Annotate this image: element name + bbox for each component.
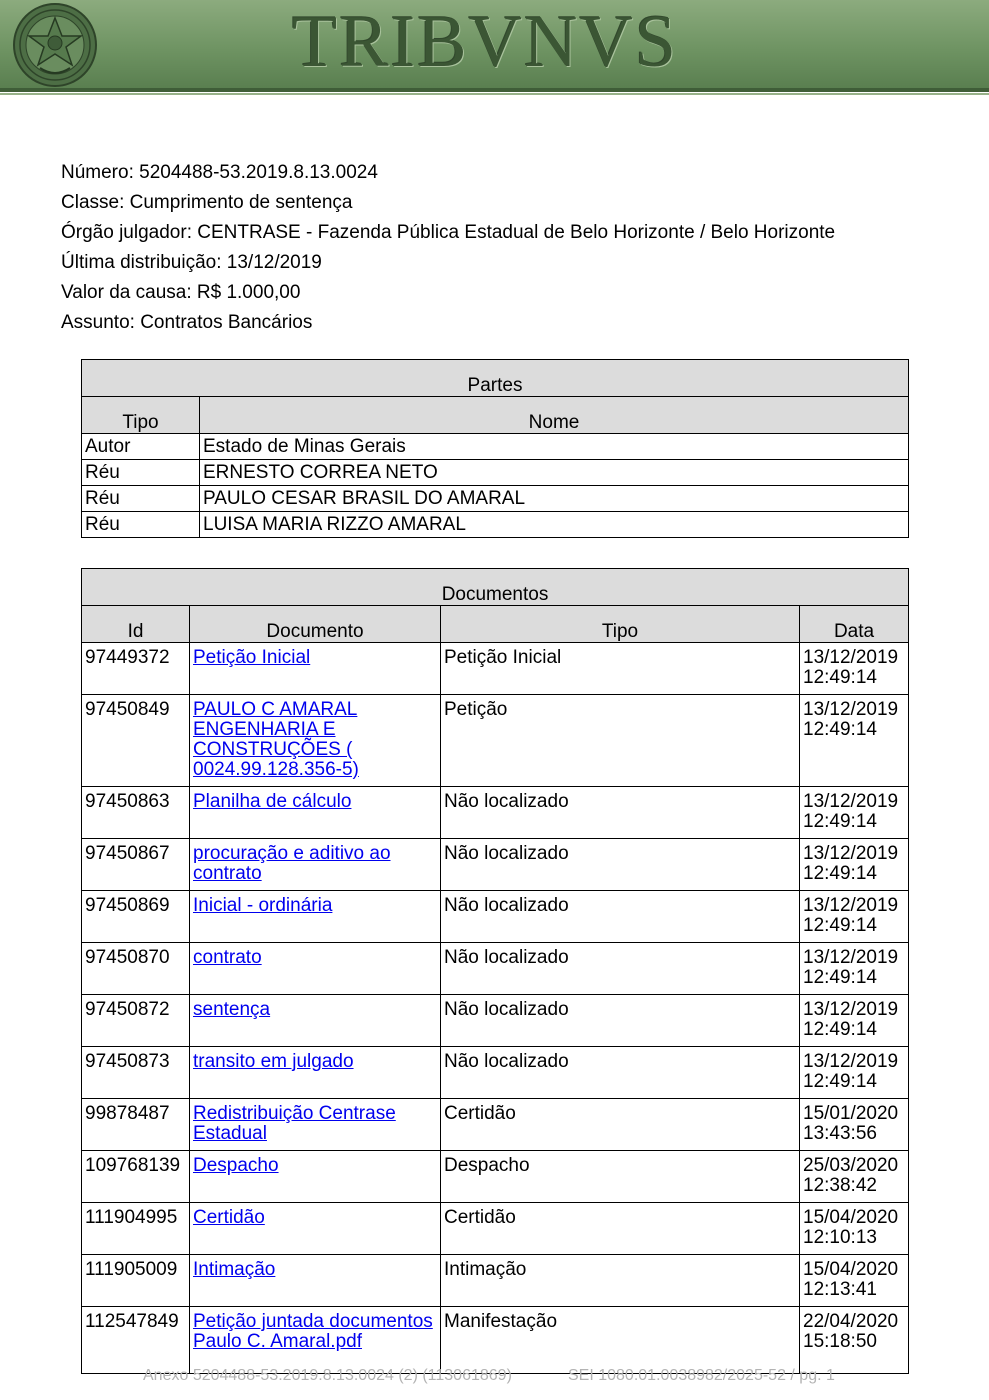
doc-cell (190, 695, 441, 787)
parties-table (81, 359, 909, 538)
doc-date: 13/12/2019 12:49:14 (800, 643, 909, 695)
table-row (82, 1099, 909, 1151)
doc-id: 97450873 (82, 1047, 190, 1099)
documents-table (81, 568, 909, 1374)
doc-date: 13/12/2019 12:49:14 (800, 995, 909, 1047)
doc-cell (190, 1255, 441, 1307)
doc-date: 13/12/2019 12:49:14 (800, 839, 909, 891)
document-link[interactable]: Despacho (193, 1155, 279, 1176)
doc-id: 111904995 (82, 1203, 190, 1255)
table-row (82, 460, 909, 486)
process-metadata (61, 158, 835, 338)
doc-cell (190, 1047, 441, 1099)
doc-date: 13/12/2019 12:49:14 (800, 891, 909, 943)
document-link[interactable]: procuração e aditivo ao contrato (193, 843, 391, 884)
doc-id: 97450870 (82, 943, 190, 995)
subject: Assunto: Contratos Bancários (61, 312, 313, 333)
site-title: TRIBVNVS (292, 1, 679, 83)
table-row (82, 839, 909, 891)
table-row (82, 486, 909, 512)
doc-id: 97450863 (82, 787, 190, 839)
document-link[interactable]: contrato (193, 947, 262, 968)
doc-cell (190, 839, 441, 891)
table-row (82, 695, 909, 787)
doc-type: Não localizado (441, 995, 800, 1047)
document-link[interactable]: sentença (193, 999, 271, 1020)
doc-date: 13/12/2019 12:49:14 (800, 943, 909, 995)
doc-type: Não localizado (441, 1047, 800, 1099)
table-row (82, 1203, 909, 1255)
document-link[interactable]: Intimação (193, 1259, 276, 1280)
doc-type: Certidão (441, 1203, 800, 1255)
doc-type: Petição (441, 695, 800, 787)
party-type: Réu (82, 460, 200, 486)
table-row (82, 1307, 909, 1374)
doc-cell (190, 891, 441, 943)
table-row (82, 643, 909, 695)
doc-cell (190, 1151, 441, 1203)
last-distribution: Última distribuição: 13/12/2019 (61, 252, 322, 273)
doc-date: 15/01/2020 13:43:56 (800, 1099, 909, 1151)
party-type: Autor (82, 434, 200, 460)
footer-annex: Anexo 5204488-53.2019.8.13.0024 (2) (113061869) (143, 1367, 512, 1384)
page-footer (0, 1367, 989, 1389)
doc-type: Não localizado (441, 787, 800, 839)
table-row (82, 995, 909, 1047)
doc-cell (190, 1099, 441, 1151)
document-link[interactable]: Inicial - ordinária (193, 895, 333, 916)
doc-type: Petição Inicial (441, 643, 800, 695)
party-name: LUISA MARIA RIZZO AMARAL (200, 512, 909, 538)
doc-cell (190, 943, 441, 995)
table-row (82, 943, 909, 995)
document-link[interactable]: PAULO C AMARAL ENGENHARIA E CONSTRUÇÕES ( 0024.99.128.356-5) (193, 699, 359, 780)
party-name: Estado de Minas Gerais (200, 434, 909, 460)
party-type: Réu (82, 486, 200, 512)
case-value: Valor da causa: R$ 1.000,00 (61, 282, 301, 303)
doc-id: 97450867 (82, 839, 190, 891)
doc-date: 15/04/2020 12:10:13 (800, 1203, 909, 1255)
doc-id: 97449372 (82, 643, 190, 695)
column-header-documento: Documento (190, 606, 441, 643)
doc-id: 97450849 (82, 695, 190, 787)
doc-date: 15/04/2020 12:13:41 (800, 1255, 909, 1307)
doc-date: 13/12/2019 12:49:14 (800, 695, 909, 787)
doc-cell (190, 1307, 441, 1374)
parties-caption: Partes (82, 360, 909, 397)
document-link[interactable]: Certidão (193, 1207, 265, 1228)
table-row (82, 1047, 909, 1099)
party-type: Réu (82, 512, 200, 538)
table-row (82, 434, 909, 460)
doc-type: Não localizado (441, 839, 800, 891)
doc-id: 97450872 (82, 995, 190, 1047)
doc-id: 109768139 (82, 1151, 190, 1203)
footer-sei: SEI 1080.01.0038982/2025-52 / pg. 1 (568, 1367, 835, 1384)
column-header-data: Data (800, 606, 909, 643)
table-row (82, 1151, 909, 1203)
table-row (82, 787, 909, 839)
doc-cell (190, 1203, 441, 1255)
doc-id: 111905009 (82, 1255, 190, 1307)
banner-divider-light (0, 93, 989, 95)
header-banner (0, 0, 989, 88)
party-name: ERNESTO CORREA NETO (200, 460, 909, 486)
coat-of-arms-seal-icon (12, 2, 98, 88)
doc-type: Intimação (441, 1255, 800, 1307)
doc-type: Despacho (441, 1151, 800, 1203)
doc-date: 13/12/2019 12:49:14 (800, 1047, 909, 1099)
table-row (82, 1255, 909, 1307)
process-number: Número: 5204488-53.2019.8.13.0024 (61, 162, 378, 183)
doc-date: 25/03/2020 12:38:42 (800, 1151, 909, 1203)
doc-cell (190, 643, 441, 695)
judging-body: Órgão julgador: CENTRASE - Fazenda Pública Estadual de Belo Horizonte / Belo Horizonte (61, 222, 836, 243)
documents-caption: Documentos (82, 569, 909, 606)
column-header-tipo: Tipo (82, 397, 200, 434)
column-header-id: Id (82, 606, 190, 643)
doc-type: Certidão (441, 1099, 800, 1151)
doc-id: 99878487 (82, 1099, 190, 1151)
doc-id: 97450869 (82, 891, 190, 943)
doc-type: Manifestação (441, 1307, 800, 1374)
table-row (82, 512, 909, 538)
document-link[interactable]: transito em julgado (193, 1051, 354, 1072)
doc-date: 22/04/2020 15:18:50 (800, 1307, 909, 1374)
doc-cell (190, 995, 441, 1047)
banner-divider (0, 88, 989, 92)
doc-id: 112547849 (82, 1307, 190, 1374)
document-link[interactable]: Petição Inicial (193, 647, 311, 668)
document-link[interactable]: Planilha de cálculo (193, 791, 352, 812)
column-header-tipo: Tipo (441, 606, 800, 643)
party-name: PAULO CESAR BRASIL DO AMARAL (200, 486, 909, 512)
document-link[interactable]: Redistribuição Centrase Estadual (193, 1103, 396, 1144)
doc-type: Não localizado (441, 891, 800, 943)
document-link[interactable]: Petição juntada documentos Paulo C. Amaral.pdf (193, 1311, 433, 1352)
table-row (82, 891, 909, 943)
process-class: Classe: Cumprimento de sentença (61, 192, 353, 213)
doc-type: Não localizado (441, 943, 800, 995)
doc-cell (190, 787, 441, 839)
doc-date: 13/12/2019 12:49:14 (800, 787, 909, 839)
column-header-nome: Nome (200, 397, 909, 434)
